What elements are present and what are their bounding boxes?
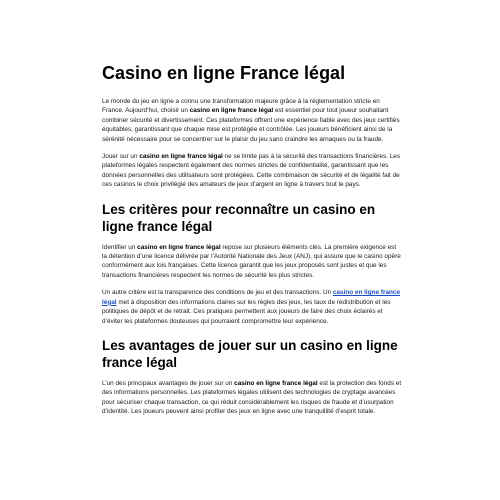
text-run: Le monde du jeu en ligne a connu une transformation majeure grâce à la réglementation stricte en France. Aujourd’hui, choisir un	[102, 98, 380, 115]
document-page	[102, 62, 402, 425]
criteria-paragraph-2	[102, 288, 402, 326]
text-run: met à disposition des informations claires sur les règles des jeux, les taux de redistribution et les politiques de dépôt et de retrait. Ces pratiques permettent aux joueurs de faire des choix éclairés et d’éviter les plateformes douteuses qui pourraient compromettre leur expérience.	[102, 298, 391, 325]
advantages-paragraph-1	[102, 379, 402, 417]
casino-link[interactable]: casino en ligne france légal	[102, 289, 401, 306]
section-heading-advantages: Les avantages de jouer sur un casino en ligne france légal	[102, 337, 398, 370]
text-run: L’un des principaux avantages de jouer sur un	[102, 379, 235, 387]
text-run: est la protection des fonds et des informations personnelles. Les plateformes légales utilisent des technologies de cryptage avancées pour sécuriser chaque transaction, ce qui réduit considérablement les risques de fraude et d’usurpation d’identité. Les joueurs peuvent ainsi profiter des jeux en ligne avec une tranquillité d’esprit totale.	[102, 379, 402, 416]
bold-keyword: casino en ligne france légal	[139, 153, 223, 161]
text-run: est essentiel pour tout joueur souhaitant combiner sécurité et divertissement. Ces plateformes offrent une expérience fiable avec des jeux certifiés équitables, garantissant que chaque mise est protégée et contrôlée. Les joueurs bénéficient ainsi de la sérénité nécessaire pour se concentrer sur le plaisir du jeu sans craindre les arnaques ou la fraude.	[102, 107, 400, 143]
text-run: ne se limite pas à la sécurité des transactions financières. Les plateformes légales respectent également des normes strictes de confidentialité, garantissant que les données personnelles des utilisateurs sont protégées. Cette combinaison de sécurité et de légalité fait de ces casinos le choix privilégié des amateurs de jeux d’argent en ligne à travers tout le pays.	[102, 153, 401, 189]
text-run: Identifier un	[102, 243, 138, 251]
page-title: Casino en ligne France légal	[102, 63, 346, 83]
criteria-paragraph-1	[102, 243, 402, 281]
text-run: Jouer sur un	[102, 153, 140, 161]
section-heading-criteria: Les critères pour reconnaître un casino en ligne france légal	[102, 201, 376, 234]
bold-keyword: casino en ligne france légal	[234, 379, 318, 387]
text-run: Un autre critère est la transparence des conditions de jeu et des transactions. Un	[102, 289, 333, 297]
text-run: repose sur plusieurs éléments clés. La première exigence est la détention d’une licence délivrée par l’Autorité Nationale des Jeux (ANJ), qui assure que le casino opère conformément aux lois françaises. Cette licence garantit que les jeux proposés sont justes et que les transactions financières respectent les normes de sécurité les plus strictes.	[102, 243, 401, 279]
bold-keyword: casino en ligne france légal	[189, 107, 274, 115]
intro-paragraph-2	[102, 152, 402, 190]
intro-paragraph-1	[102, 97, 402, 144]
bold-keyword: casino en ligne france légal	[137, 243, 221, 251]
